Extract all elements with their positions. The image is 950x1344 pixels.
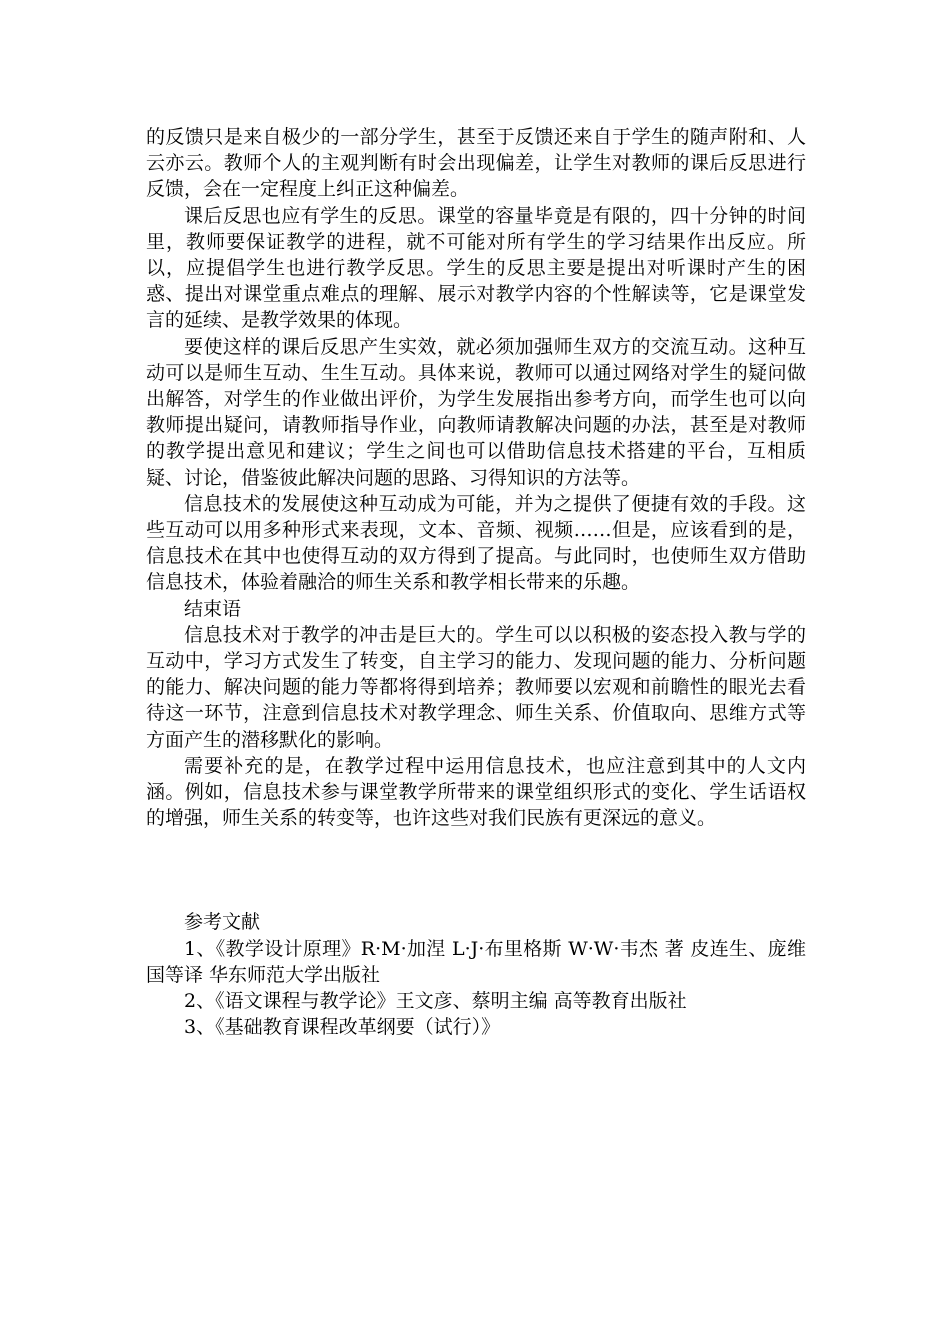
body-paragraph: 的反馈只是来自极少的一部分学生，甚至于反馈还来自于学生的随声附和、人云亦云。教师个人的主观判断有时会出现偏差，让学生对教师的课后反思进行反馈，会在一定程度上纠正这种偏差。 <box>146 126 806 201</box>
reference-item: 2、《语文课程与教学论》王文彦、蔡明主编 高等教育出版社 <box>184 990 687 1013</box>
body-paragraph: 信息技术的发展使这种互动成为可能，并为之提供了便捷有效的手段。这些互动可以用多种形式来表现，文本、音频、视频……但是，应该看到的是，信息技术在其中也使得互动的双方得到了提高。与此同时，也使师生双方借助信息技术，体验着融洽的师生关系和教学相长带来的乐趣。 <box>146 492 806 594</box>
body-paragraph: 课后反思也应有学生的反思。课堂的容量毕竟是有限的，四十分钟的时间里，教师要保证教学的进程，就不可能对所有学生的学习结果作出反应。所以，应提倡学生也进行教学反思。学生的反思主要是提出对听课时产生的困惑、提出对课堂重点难点的理解、展示对教学内容的个性解读等，它是课堂发言的延续、是教学效果的体现。 <box>146 204 806 332</box>
reference-item: 1、《教学设计原理》R·M·加涅 L·J·布里格斯 W·W·韦杰 著 皮连生、庞维国等译 华东师范大学出版社 <box>146 937 806 986</box>
conclusion-heading: 结束语 <box>184 597 242 620</box>
conclusion-paragraph: 信息技术对于教学的冲击是巨大的。学生可以以积极的姿态投入教与学的互动中，学习方式发生了转变，自主学习的能力、发现问题的能力、分析问题的能力、解决问题的能力等都将得到培养；教师要以宏观和前瞻性的眼光去看待这一环节，注意到信息技术对教学理念、师生关系、价值取向、思维方式等方面产生的潜移默化的影响。 <box>146 623 806 751</box>
document-page <box>146 124 806 1041</box>
section-spacer <box>146 831 806 909</box>
body-paragraph: 要使这样的课后反思产生实效，就必须加强师生双方的交流互动。这种互动可以是师生互动、生生互动。具体来说，教师可以通过网络对学生的疑问做出解答，对学生的作业做出评价，为学生发展指出参考方向，而学生也可以向教师提出疑问，请教师指导作业，向教师请教解决问题的办法，甚至是对教师的教学提出意见和建议；学生之间也可以借助信息技术搭建的平台，互相质疑、讨论，借鉴彼此解决问题的思路、习得知识的方法等。 <box>146 335 806 489</box>
conclusion-paragraph: 需要补充的是，在教学过程中运用信息技术，也应注意到其中的人文内涵。例如，信息技术参与课堂教学所带来的课堂组织形式的变化、学生话语权的增强，师生关系的转变等，也许这些对我们民族有更深远的意义。 <box>146 754 806 830</box>
references-heading: 参考文献 <box>184 911 261 934</box>
reference-item: 3、《基础教育课程改革纲要（试行）》 <box>184 1016 501 1039</box>
